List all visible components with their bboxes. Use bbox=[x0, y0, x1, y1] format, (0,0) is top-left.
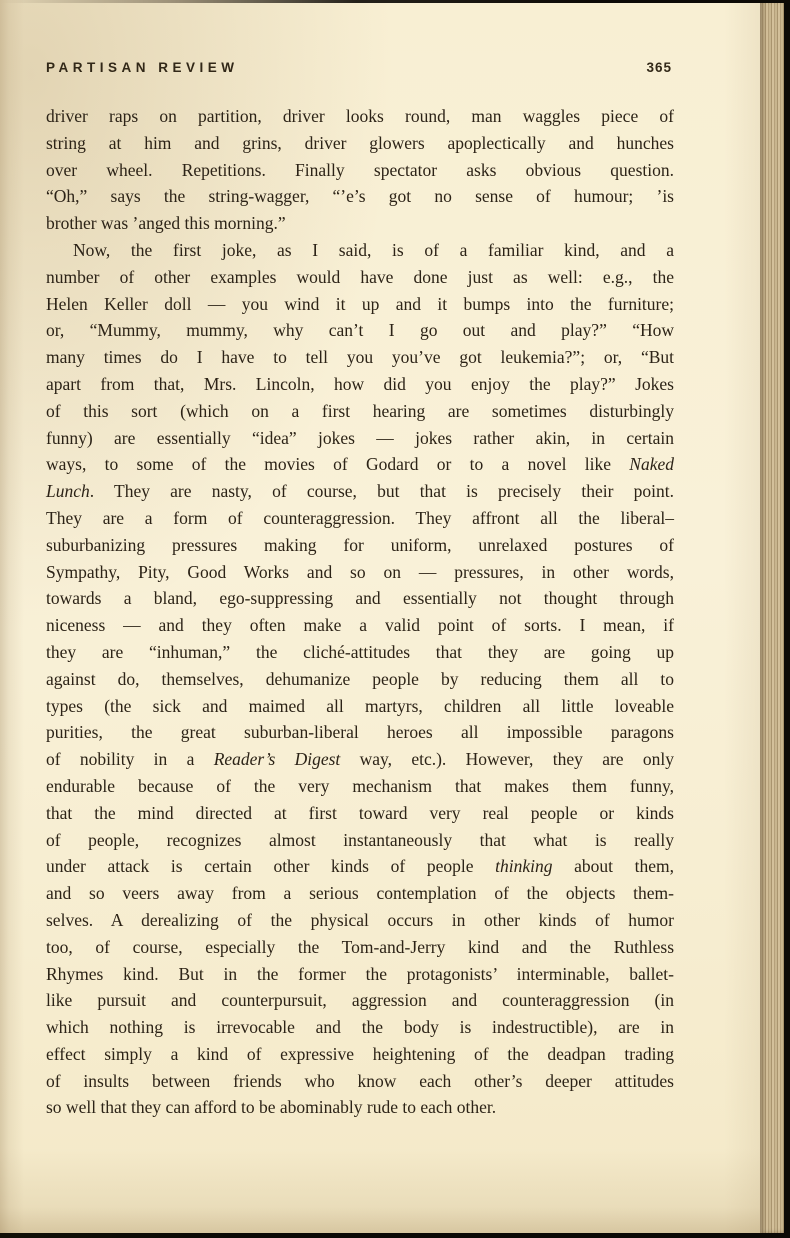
text-line: brother was ’anged this morning.” bbox=[46, 213, 286, 234]
text-line: string at him and grins, driver glowers apoplectically and hunches bbox=[46, 132, 674, 153]
book-page-edges bbox=[760, 0, 784, 1233]
text-line: apart from that, Mrs. Lincoln, how did you enjoy the play?” Jokes bbox=[46, 373, 674, 394]
text-line: so well that they can afford to be abominably rude to each other. bbox=[46, 1097, 497, 1118]
text-line: which nothing is irrevocable and the body is indestructible), are in bbox=[46, 1017, 674, 1038]
running-head bbox=[46, 60, 674, 75]
scan-background-top bbox=[0, 0, 790, 3]
text-line: Now, the first joke, as I said, is of a familiar kind, and a bbox=[73, 239, 674, 260]
text-line: too, of course, especially the Tom-and-Jerry kind and the Ruthless bbox=[46, 936, 674, 957]
text-line: of this sort (which on a first hearing are sometimes disturbingly bbox=[46, 400, 674, 421]
text-line: ways, to some of the movies of Godard or to a novel like Naked bbox=[46, 454, 674, 475]
text-line: Helen Keller doll — you wind it up and it bumps into the furniture; bbox=[46, 293, 674, 314]
text-line: effect simply a kind of expressive heightening of the deadpan trading bbox=[46, 1043, 674, 1064]
text-line: many times do I have to tell you you’ve got leukemia?”; or, “But bbox=[46, 347, 674, 368]
text-line: niceness — and they often make a valid point of sorts. I mean, if bbox=[46, 615, 674, 636]
text-line: they are “inhuman,” the cliché-attitudes that they are going up bbox=[46, 641, 674, 662]
text-line: over wheel. Repetitions. Finally spectator asks obvious question. bbox=[46, 159, 674, 180]
text-line: Sympathy, Pity, Good Works and so on — pressures, in other words, bbox=[46, 561, 674, 582]
text-line: Lunch. They are nasty, of course, but that is precisely their point. bbox=[46, 481, 674, 502]
text-line: suburbanizing pressures making for uniform, unrelaxed postures of bbox=[46, 534, 674, 555]
text-line: types (the sick and maimed all martyrs, children all little loveable bbox=[46, 695, 674, 716]
text-line: “Oh,” says the string-wagger, “’e’s got no sense of humour; ’is bbox=[46, 186, 674, 207]
text-line: Rhymes kind. But in the former the protagonists’ interminable, ballet- bbox=[46, 963, 674, 984]
scan-background-right bbox=[784, 0, 790, 1238]
text-line: towards a bland, ego-suppressing and essentially not thought through bbox=[46, 588, 674, 609]
text-line: against do, themselves, dehumanize people by reducing them all to bbox=[46, 668, 674, 689]
text-line: They are a form of counteraggression. They affront all the liberal– bbox=[46, 507, 674, 528]
body-text bbox=[46, 103, 674, 1121]
text-line: endurable because of the very mechanism that makes them funny, bbox=[46, 775, 674, 796]
text-line: of insults between friends who know each other’s deeper attitudes bbox=[46, 1070, 674, 1091]
text-line: purities, the great suburban-liberal heroes all impossible paragons bbox=[46, 722, 674, 743]
text-line: number of other examples would have done just as well: e.g., the bbox=[46, 266, 674, 287]
text-line: of people, recognizes almost instantaneously that what is really bbox=[46, 829, 674, 850]
text-line: under attack is certain other kinds of people thinking about them, bbox=[46, 856, 674, 877]
text-line: like pursuit and counterpursuit, aggression and counteraggression (in bbox=[46, 990, 674, 1011]
text-line: and so veers away from a serious contemplation of the objects them- bbox=[46, 883, 674, 904]
text-line: selves. A derealizing of the physical occurs in other kinds of humor bbox=[46, 909, 674, 930]
journal-title: PARTISAN REVIEW bbox=[46, 60, 239, 75]
text-line: funny) are essentially “idea” jokes — jokes rather akin, in certain bbox=[46, 427, 674, 448]
scan-background-bottom bbox=[0, 1233, 790, 1238]
text-line: or, “Mummy, mummy, why can’t I go out and play?” “How bbox=[46, 320, 674, 341]
text-line: driver raps on partition, driver looks round, man waggles piece of bbox=[46, 106, 674, 126]
text-line: that the mind directed at first toward very real people or kinds bbox=[46, 802, 674, 823]
page-number: 365 bbox=[646, 60, 672, 75]
text-line: of nobility in a Reader’s Digest way, etc.). However, they are only bbox=[46, 749, 674, 770]
